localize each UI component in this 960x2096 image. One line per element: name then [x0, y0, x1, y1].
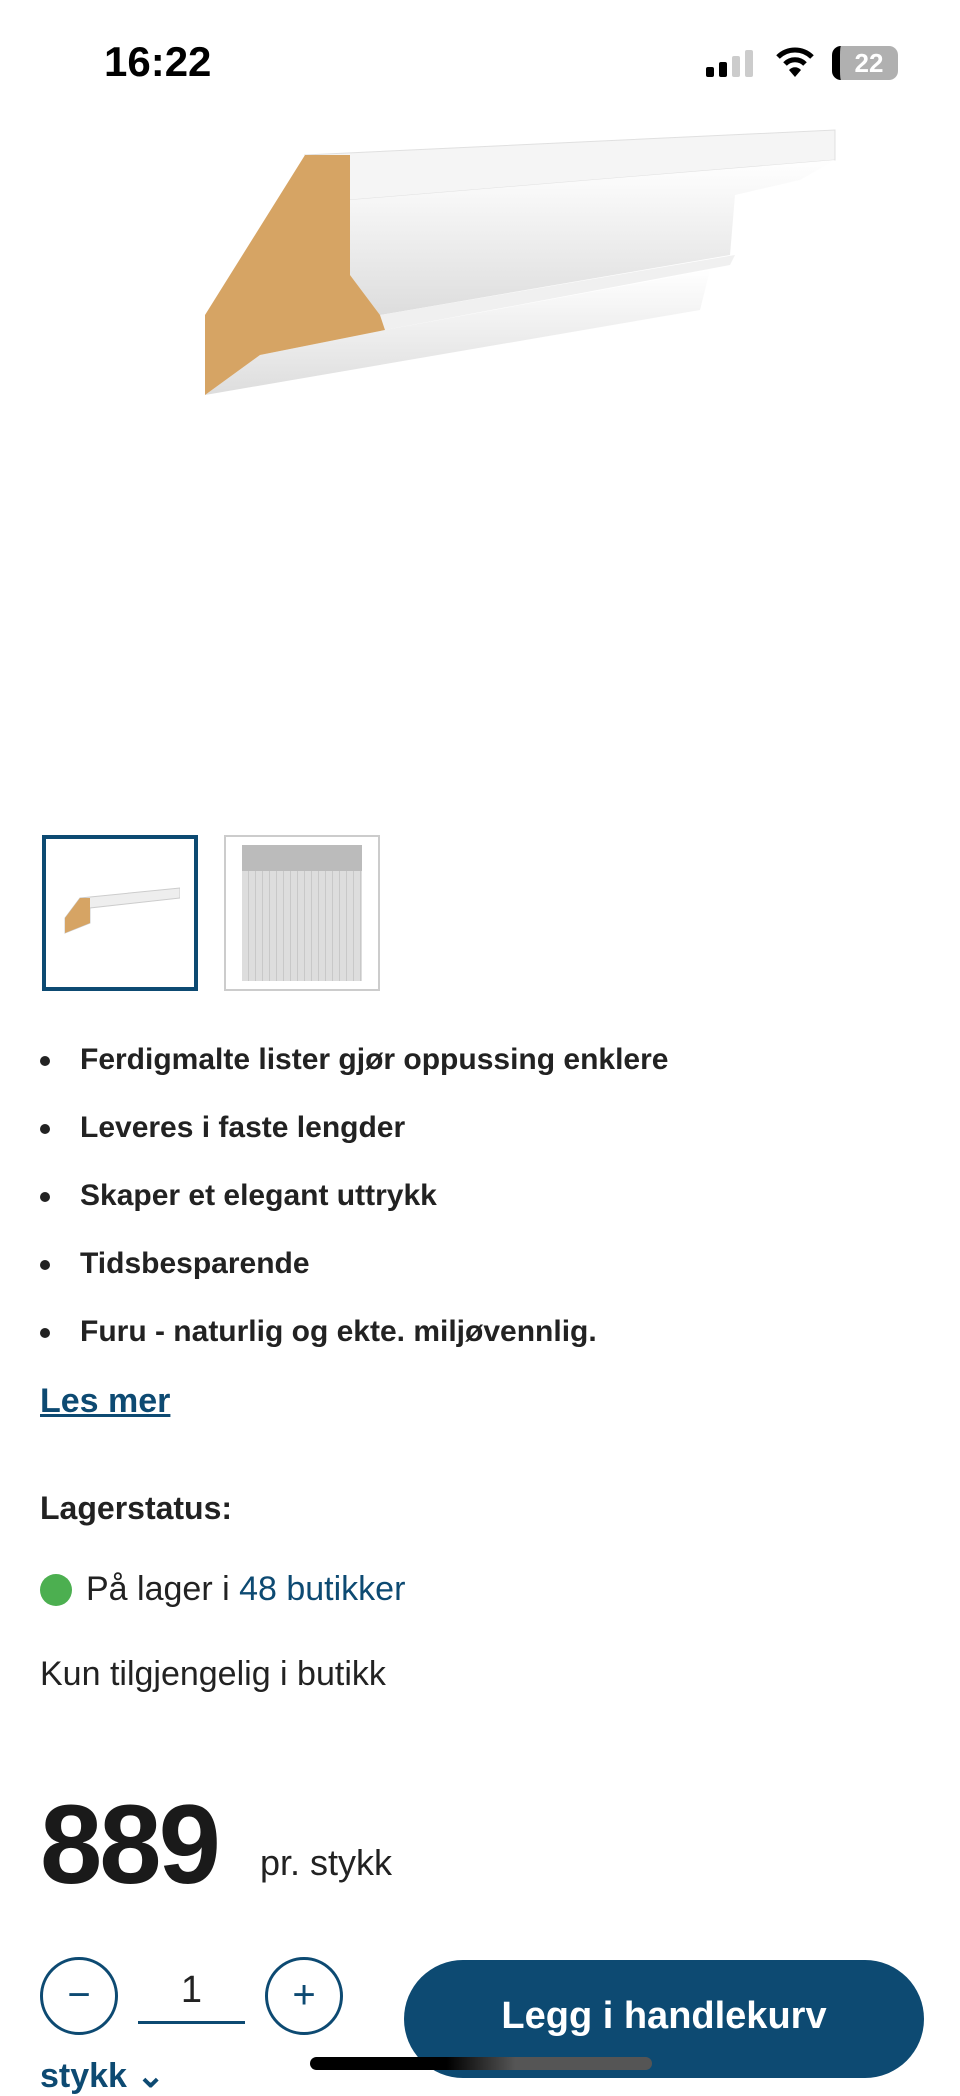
read-more-link[interactable]: Les mer — [40, 1382, 171, 1420]
stock-status — [40, 1570, 405, 1609]
signal-icon — [706, 50, 753, 77]
status-time: 16:22 — [104, 38, 212, 85]
in-stock-indicator-icon — [40, 1574, 72, 1606]
price: 889 — [40, 1782, 218, 1907]
feature-item: Tidsbesparende — [40, 1244, 668, 1312]
feature-item: Skaper et elegant uttrykk — [40, 1176, 668, 1244]
feature-list — [40, 1040, 668, 1380]
availability-note: Kun tilgjengelig i butikk — [40, 1655, 386, 1693]
increase-quantity-button[interactable]: + — [265, 1957, 343, 2035]
stores-link[interactable]: 48 butikker — [239, 1570, 406, 1608]
stock-heading: Lagerstatus: — [40, 1490, 233, 1526]
quantity-input[interactable]: 1 — [138, 1960, 245, 2024]
thumbnail-room-image — [242, 845, 362, 981]
thumbnail-molding-image — [60, 883, 180, 943]
unit-select[interactable]: stykk ⌄ — [40, 2057, 165, 2095]
price-unit: pr. stykk — [260, 1842, 393, 1883]
home-indicator — [310, 2057, 652, 2070]
feature-item: Furu - naturlig og ekte. miljøvennlig. — [40, 1312, 668, 1380]
thumbnail-2[interactable] — [224, 835, 380, 991]
add-to-cart-button[interactable]: Legg i handlekurv — [404, 1960, 924, 2078]
wifi-icon — [776, 46, 814, 78]
feature-item: Leveres i faste lengder — [40, 1108, 668, 1176]
battery-icon: 22 — [832, 46, 898, 80]
stock-prefix: På lager i — [86, 1570, 230, 1608]
feature-item: Ferdigmalte lister gjør oppussing enklere — [40, 1040, 668, 1108]
product-image — [200, 125, 840, 400]
decrease-quantity-button[interactable]: − — [40, 1957, 118, 2035]
thumbnail-1[interactable] — [42, 835, 198, 991]
